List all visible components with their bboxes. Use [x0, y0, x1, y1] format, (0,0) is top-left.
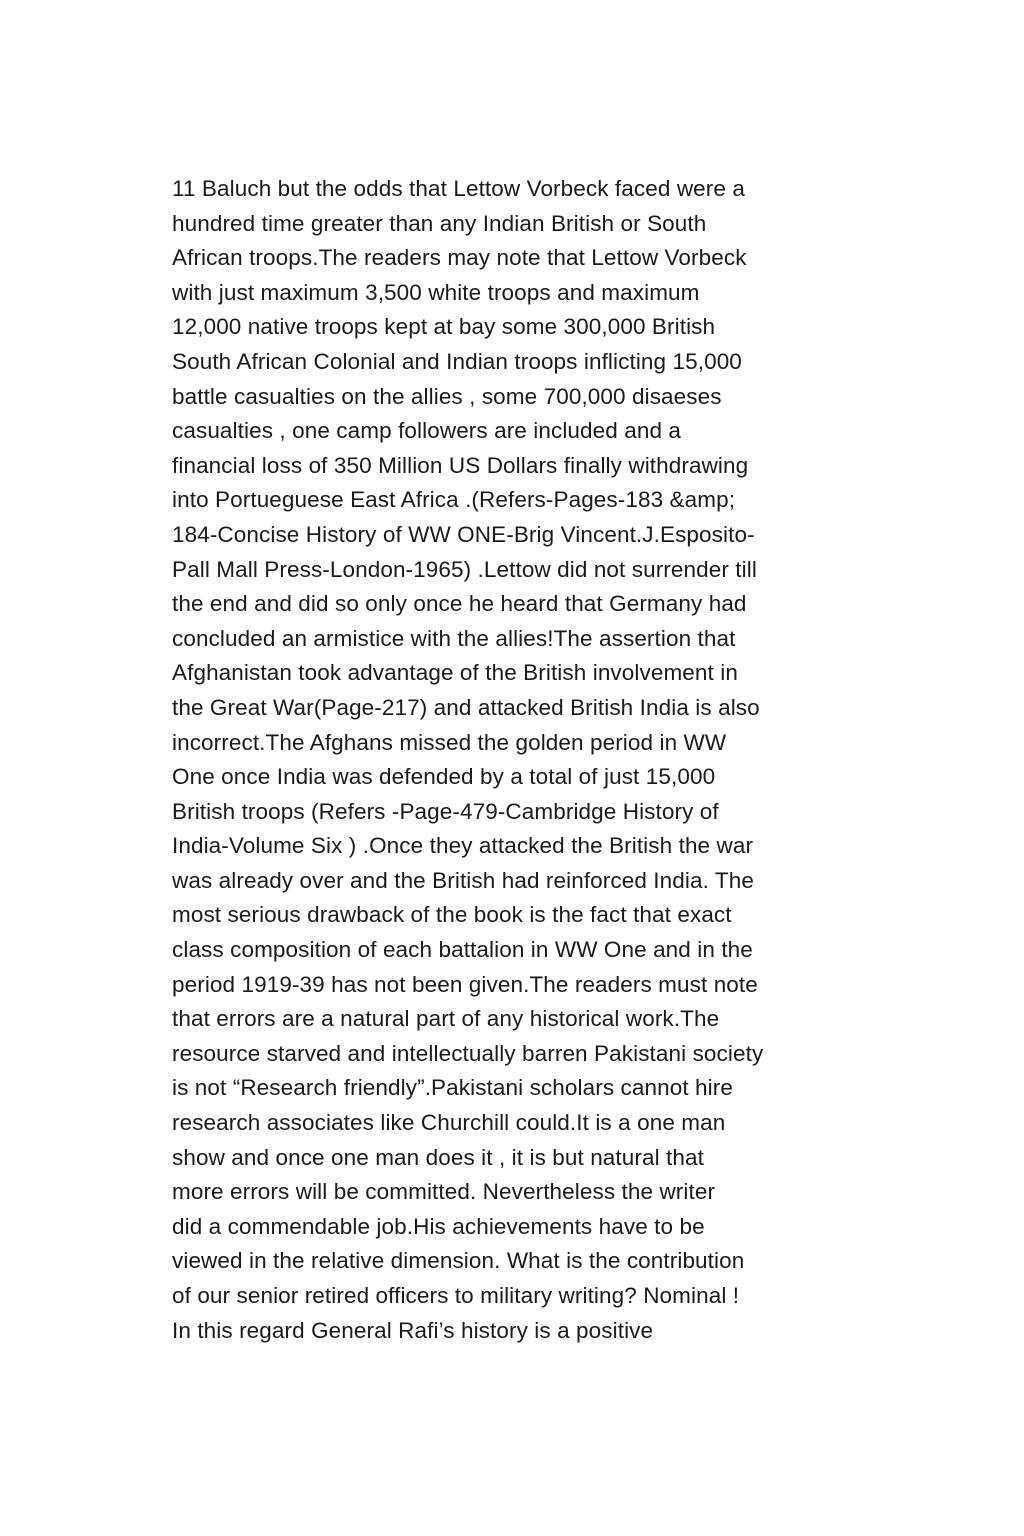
- text-line-33: of our senior retired officers to military writing? Nominal !: [172, 1283, 740, 1308]
- text-line-21: was already over and the British had reinforced India. The: [172, 867, 754, 893]
- text-line-29: show and once one man does it , it is but natural that: [172, 1144, 704, 1170]
- text-line-24: period 1919-39 has not been given.The readers must note: [172, 971, 758, 997]
- text-line-18: One once India was defended by a total of just 15,000: [172, 764, 716, 790]
- text-line-7: battle casualties on the allies , some 700,000 disaeses: [172, 383, 722, 409]
- text-line-1: 11 Baluch but the odds that Lettow Vorbeck faced were a: [172, 176, 745, 201]
- text-line-11: 184-Concise History of WW ONE-Brig Vincent.J.Esposito-: [172, 521, 755, 547]
- text-line-28: research associates like Churchill could.It is a one man: [172, 1110, 726, 1136]
- text-line-9: financial loss of 350 Million US Dollars finally withdrawing: [172, 452, 749, 478]
- text-line-15: Afghanistan took advantage of the British involvement in: [172, 660, 738, 686]
- text-line-10: into Portueguese East Africa .(Refers-Pages-183 &amp;: [172, 487, 736, 513]
- text-line-22: most serious drawback of the book is the fact that exact: [172, 902, 732, 928]
- text-line-26: resource starved and intellectually barren Pakistani society: [172, 1040, 764, 1066]
- text-line-25: that errors are a natural part of any historical work.The: [172, 1006, 720, 1032]
- text-line-6: South African Colonial and Indian troops inflicting 15,000: [172, 348, 742, 374]
- text-line-2: hundred time greater than any Indian British or South: [172, 210, 707, 236]
- text-line-31: did a commendable job.His achievements have to be: [172, 1213, 705, 1239]
- text-line-3: African troops.The readers may note that Lettow Vorbeck: [172, 245, 747, 271]
- text-line-30: more errors will be committed. Nevertheless the writer: [172, 1179, 716, 1205]
- text-line-20: India-Volume Six ) .Once they attacked the British the war: [172, 833, 754, 859]
- text-line-8: casualties , one camp followers are included and a: [172, 418, 682, 444]
- text-line-27: is not “Research friendly”.Pakistani scholars cannot hire: [172, 1075, 733, 1101]
- text-line-32: viewed in the relative dimension. What is the contribution: [172, 1248, 745, 1274]
- text-line-4: with just maximum 3,500 white troops and maximum: [172, 279, 700, 305]
- text-line-14: concluded an armistice with the allies!The assertion that: [172, 625, 736, 651]
- text-line-17: incorrect.The Afghans missed the golden period in WW: [172, 729, 727, 755]
- text-line-16: the Great War(Page-217) and attacked British India is also: [172, 694, 760, 720]
- text-line-13: the end and did so only once he heard that Germany had: [172, 591, 747, 617]
- text-line-23: class composition of each battalion in WW One and in the: [172, 937, 753, 963]
- text-line-12: Pall Mall Press-London-1965) .Lettow did not surrender till: [172, 556, 757, 582]
- body-text: [172, 172, 872, 1348]
- text-line-34: In this regard General Rafi’s history is a positive: [172, 1317, 654, 1343]
- text-line-19: British troops (Refers -Page-479-Cambridge History of: [172, 798, 719, 824]
- text-line-5: 12,000 native troops kept at bay some 300,000 British: [172, 314, 716, 340]
